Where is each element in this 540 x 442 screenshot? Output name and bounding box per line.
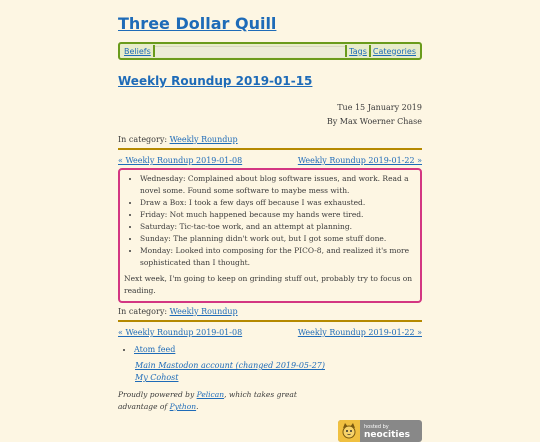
category-prefix: In category: (118, 135, 170, 144)
cat-icon (338, 420, 360, 442)
post-title-link[interactable]: Weekly Roundup 2019-01-15 (118, 74, 313, 88)
list-item: • Saturday: Tic-tac-toe work, and an attempt at planning. (140, 221, 416, 233)
navbar (118, 42, 422, 60)
list-item: • Sunday: The planning didn't work out, but I got some stuff done. (140, 233, 416, 245)
site-title-link[interactable]: Three Dollar Quill (118, 14, 277, 33)
python-link[interactable]: Python (169, 402, 197, 411)
footer-feeds (118, 345, 422, 354)
nav-spacer (155, 46, 345, 57)
post-category-top (118, 135, 422, 144)
roundup-list (124, 173, 416, 269)
list-item: • Monday: Looked into composing for the PICO-8, and realized it's more sophisticated than I thought. (140, 245, 416, 269)
cohost-link[interactable]: My Cohost (135, 373, 179, 382)
badge-text: hosted by neocities (364, 424, 410, 440)
post-date: Tue 15 January 2019 (337, 103, 422, 112)
powered-by: Proudly powered by Pelican, which takes great advantage of Python. (118, 390, 297, 411)
list-item: • Friday: Not much happened because my hands were tired. (140, 209, 416, 221)
category-link[interactable]: Weekly Roundup (169, 135, 238, 144)
neocities-badge[interactable] (338, 420, 422, 442)
footer-social (118, 360, 422, 384)
prev-post-link[interactable]: « Weekly Roundup 2019-01-08 (118, 156, 243, 165)
closing-paragraph: Next week, I'm going to keep on grinding stuff out, probably try to focus on reading. (124, 274, 413, 295)
post-category-bottom (118, 307, 422, 316)
nav-categories-link[interactable]: Categories (372, 46, 416, 56)
post-meta (118, 101, 422, 129)
pager-bottom (118, 328, 422, 337)
atom-feed-link[interactable]: Atom feed (134, 345, 176, 354)
list-item: • Wednesday: Complained about blog software issues, and work. Read a novel some. Found some software to maybe mess with. (140, 173, 416, 197)
pager-top (118, 156, 422, 165)
next-post-link[interactable]: Weekly Roundup 2019-01-22 » (297, 328, 422, 337)
divider (118, 148, 422, 150)
category-prefix: In category: (118, 307, 170, 316)
list-item: • Draw a Box: I took a few days off because I was exhausted. (140, 197, 416, 209)
post-content (118, 168, 422, 303)
next-post-link[interactable]: Weekly Roundup 2019-01-22 » (297, 156, 422, 165)
divider (118, 320, 422, 322)
pelican-link[interactable]: Pelican (196, 390, 225, 399)
mastodon-link[interactable]: Main Mastodon account (changed 2019-05-27) (135, 361, 325, 370)
page (118, 0, 422, 440)
nav-beliefs-link[interactable]: Beliefs (124, 46, 151, 56)
prev-post-link[interactable]: « Weekly Roundup 2019-01-08 (118, 328, 243, 337)
nav-tags-link[interactable]: Tags (349, 46, 367, 56)
post-author: By Max Woerner Chase (326, 117, 422, 126)
category-link[interactable]: Weekly Roundup (169, 307, 238, 316)
